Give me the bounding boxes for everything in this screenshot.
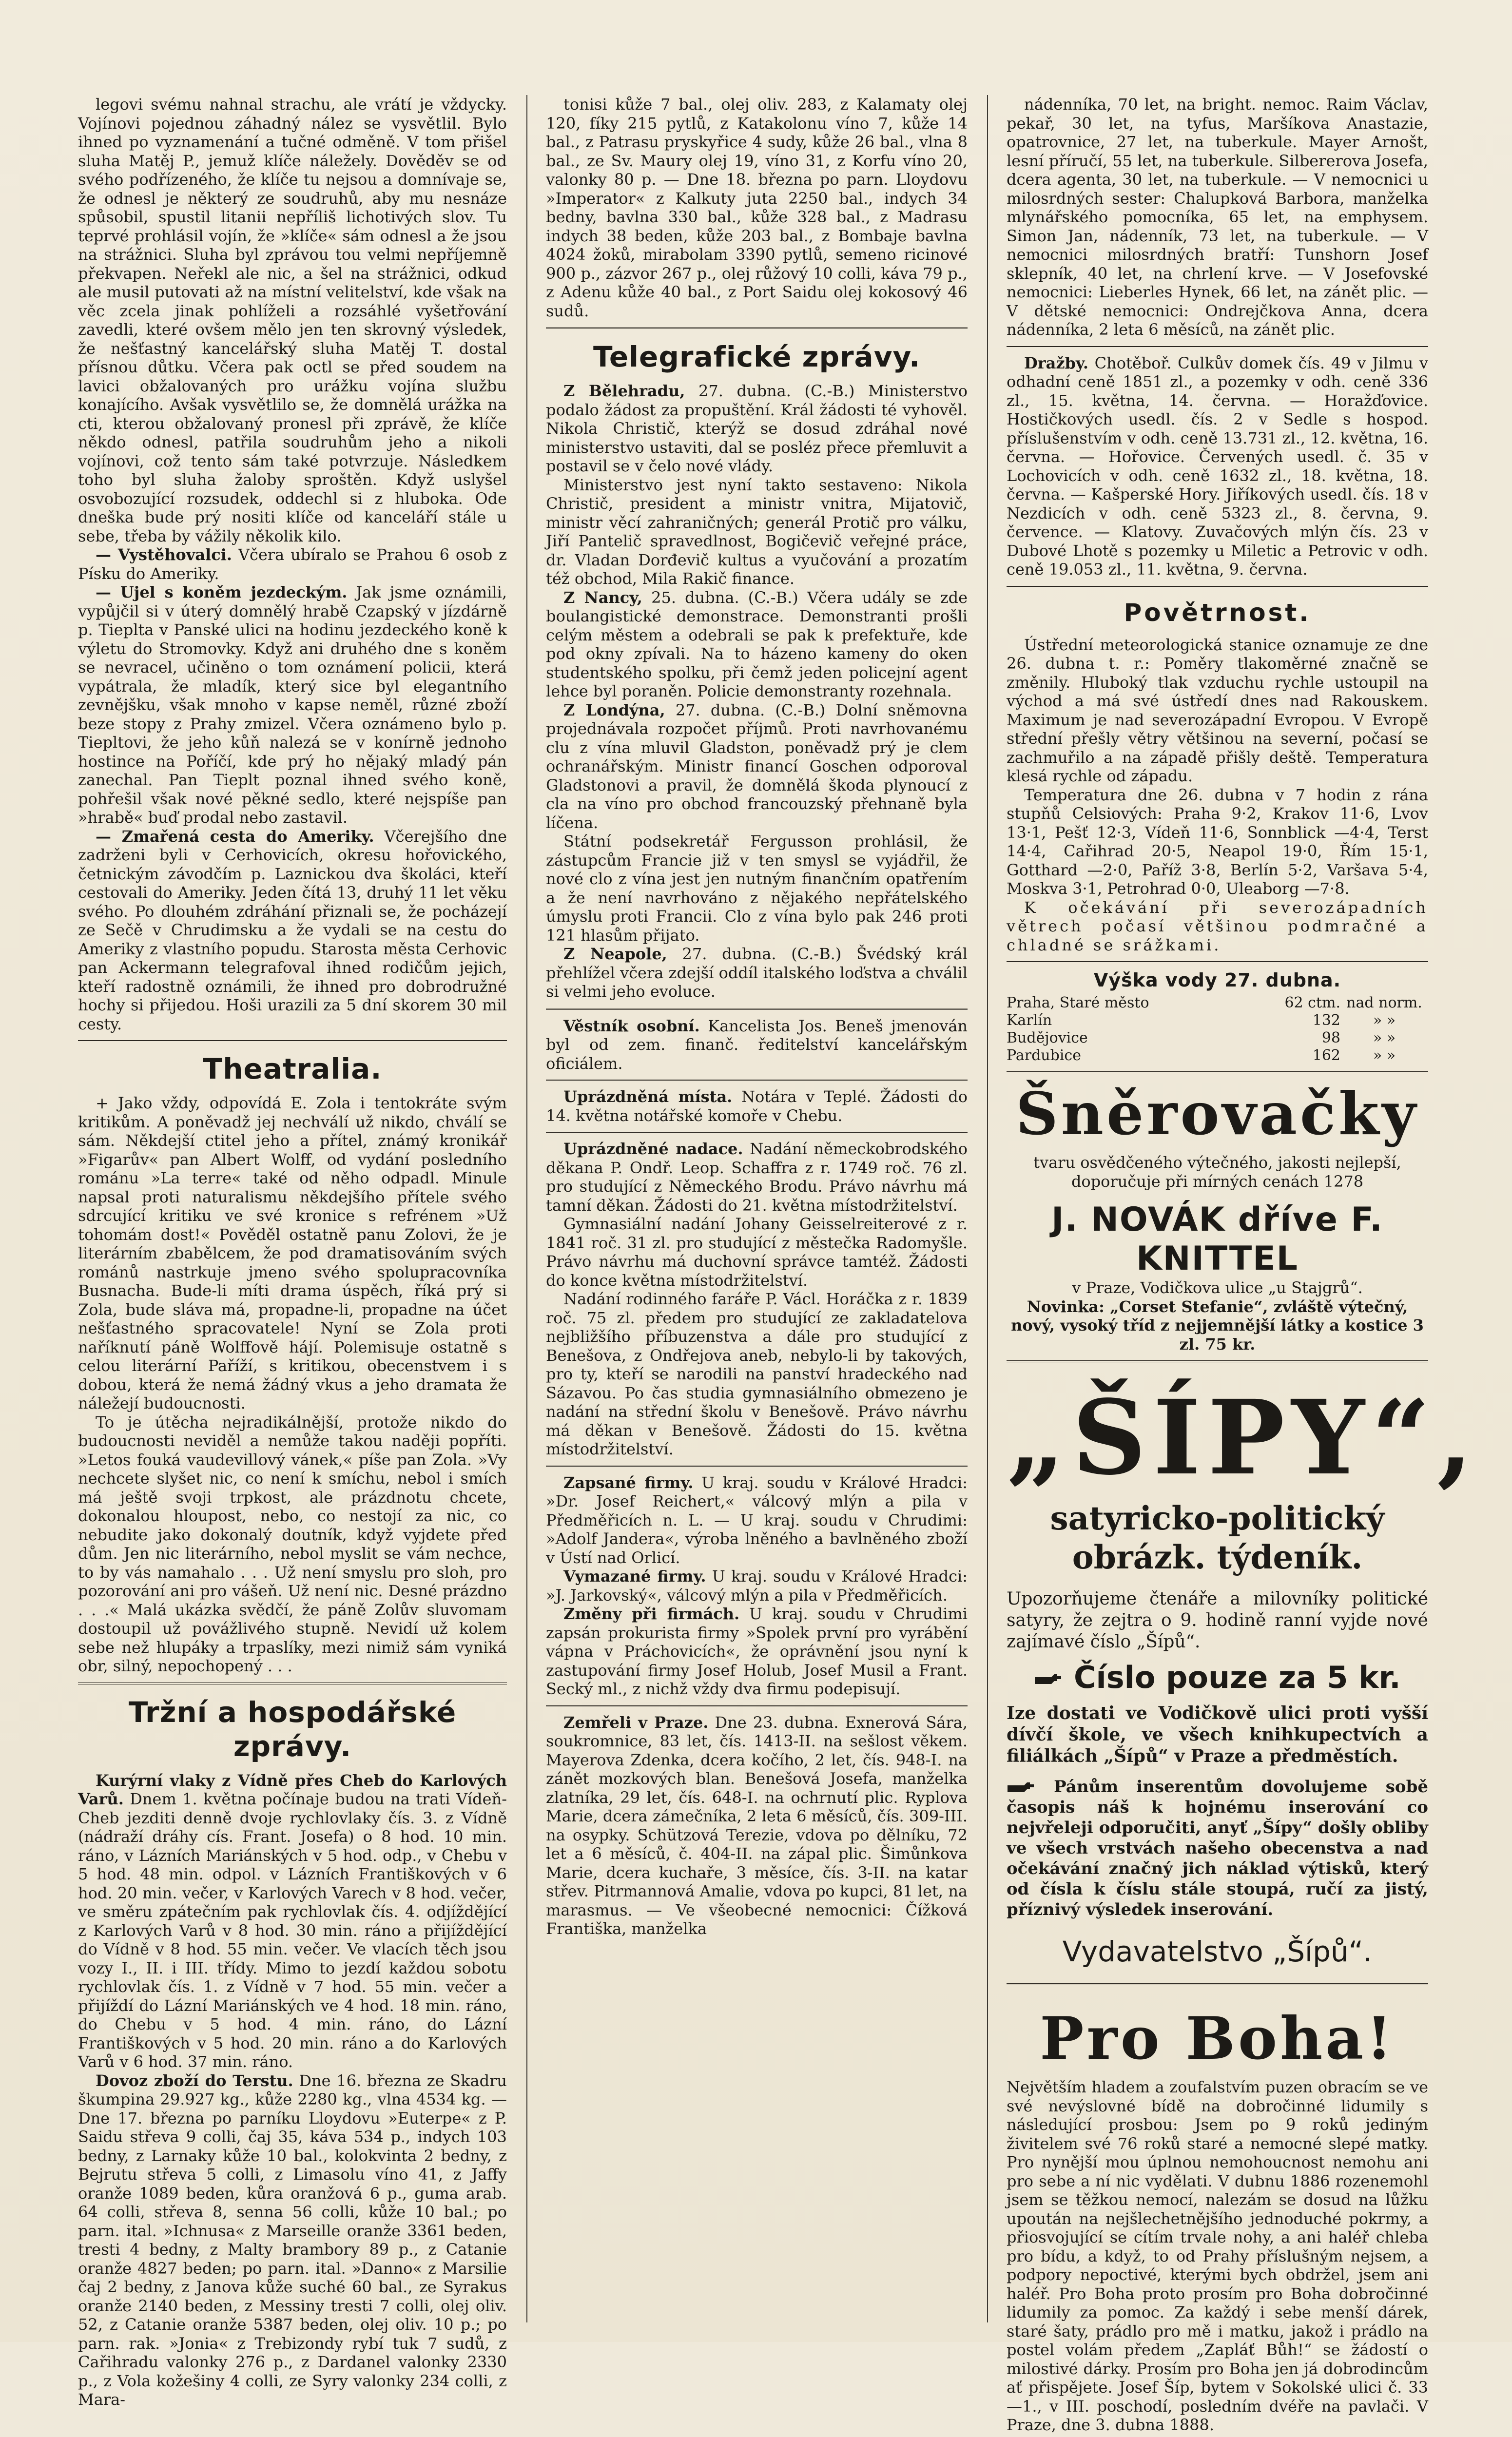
item-text: U kraj. soudu v Králové Hradci: »J. Jarkovský«, válcový mlýn a pila v Předměřicích. (546, 1567, 968, 1605)
water-level-table (1007, 994, 1428, 1064)
article-text: Ústřední meteorologická stanice oznamuje ze dne 26. dubna t. r.: Poměry tlakoměrné značně se změnily. Hluboký tlak vzduchu rychle ustoupil na východ a má své ústředí dnes nad Rakouskem. Maximum je nad severozápadní Evropou. V Evropě střední přešly větry většinou na severní, počasí se zachmuřilo a na západě přišly deště. Temperatura klesá rychle od západu. (1007, 635, 1428, 785)
item-place: Z Londýna, (563, 700, 665, 719)
item-title: Zapsané firmy. (563, 1473, 694, 1492)
value-cell: 98 (1321, 1029, 1340, 1046)
ad-subtitle: satyricko-politický obrázk. týdeník. (1050, 1499, 1385, 1576)
news-item (546, 1087, 968, 1125)
divider (78, 1040, 507, 1041)
pointing-hand-icon (1007, 1780, 1036, 1795)
value-cell: 162 (1312, 1047, 1340, 1064)
place-cell: Praha, Staré město (1007, 994, 1149, 1011)
column-2 (546, 95, 968, 2322)
item-text: Kancelista Jos. Beneš jmenován byl od zem. finanč. ředitelství kancelářským oficiálem. (546, 1016, 968, 1073)
item-title: — Zmařená cesta do Ameriky. (96, 827, 374, 846)
ad-inserent-text: Pánům inserentům dovolujeme sobě časopis náš k hojnému inserování co nejvřeleji odporučiti, anyť „Šípy“ došly obliby ve všech vrstvách našeho obecenstva a nad očekávání značný jich náklad výtisků, který od čísla k číslu stále stoupá, ručí za jistý, příznivý výsledek inserování. (1007, 1777, 1428, 1919)
ad-text: Největším hladem a zoufalstvím puzen obracím se ve své nevýslovné bídě na dobročinné lidumily s následující prosbou: Jsem po 9 roků jediným živitelem své 76 roků staré a nemocné slepé matky. Pro nynější mou úplnou nemohoucnost nemohu ani pro sebe a ní nic vydělati. V dubnu 1886 rozenemohl jsem se těžkou nemocí, nalezám se dosud na lůžku upoután na nejšlechetnějšího jednoduché pokrmy, a přiosvojující se cítím trvale nohy, a ani haléř chleba pro bídu, a když, to od Prahy příslušným nejsem, a podpory nepoctivé, kterými bych obdržel, jsem ani haléř. Pro Boha proto prosím pro Boha dobročinné lidumily za pomoc. Za každý i sebe menší dárek, staré šaty, prádlo pro mě i matku, jakož i prádlo na postel volám předem „Zapláť Bůh!“ se žádostí o milostivé dárky. Prosím pro Boha jen já dobrodincům ať přispějete. Josef Šíp, bytem v Sokolské ulici č. 33—1., v III. poschodí, posledním dvéře na pavlači. V Praze, dne 3. dubna 1888. (1007, 2078, 1428, 2434)
item-text: Nadání německobrodského děkana P. Ondř. Leop. Schaffra z r. 1749 roč. 76 zl. pro studující z Německého Brodu. Právo návrhu má tamní děkan. Žádosti do 21. května místodržitelství. (546, 1140, 968, 1215)
ad-text: tvaru osvědčeného výtečného, jakosti nejlepší, doporučuje při mírných cenách 1278 (1033, 1153, 1401, 1191)
pointing-hand-icon (1034, 1672, 1063, 1687)
article-text: To je útěcha nejradikálnější, protože nikdo do budoucnosti neviděl a nemůže takou naději popříti. »Letos fouká vaudevillový vánek,« píše pan Zola. »Vy nechcete slyšet nic, co není k smíchu, nebol i smích má ještě svoji trpkost, ale prázdnotu chcete, dokonalou hloupost, nebo, co nestojí za nic, co nebudite jako dokonalý doutník, když vyjdete před dům. Jen nic literárního, nebol myslit se vám nechce, to by vás namahalo . . . Už není smyslu pro sloh, pro pozorování ani pro vášeň. Už není nic. Desné prázdno . . .« Malá ukázka svědčí, že páně Zolův sluvomam dostoupil už povážlivého stupně. Nevidí už kolem sebe než hlupáky a trpaslíky, mezi nimiž sám vyniká obr, silný, nepochopený . . . (78, 1412, 507, 1675)
ad-title: Šněrovačky (1016, 1080, 1419, 1148)
article-text: Temperatura dne 26. dubna v 7 hodin z rána stupňů Celsiových: Praha 9·2, Krakov 11·6, Lvov 13·1, Pešť 12·3, Vídeň 11·6, Sonnblick —4·4, Terst 14·4, Cařihrad 20·5, Neapol 19·0, Řím 15·1, Gotthard —2·0, Paříž 3·8, Berlín 5·2, Varšava 5·4, Moskva 3·1, Petrohrad 0·0, Uleaborg —7·8. (1007, 785, 1428, 898)
item-title: Změny při firmách. (563, 1605, 740, 1623)
table-row (1007, 994, 1428, 1012)
item-text: Včerejšího dne zadrženi byli v Cerhovicích, okresu hořovického, četnickým závodčím p. Laznickou dva školáci, kteří cestovali do Ameriky. Jeden čítá 13, druhý 11 let věku svého. Po dlouhém zdráhání přiznali se, že pocházejí ze Sečě v Chrudimsku a že vydali se na cestu do Ameriky z vlastního popudu. Starosta města Cerhovic pan Ackermann telegrafoval ihned rodičům jejich, kteří radostně oznámili, že ihned pro dobrodružné hochy si přijedou. Hoši urazili za 5 dní skorem 30 mil cesty. (78, 827, 507, 1033)
news-item (546, 588, 968, 701)
ad-price (1007, 1660, 1428, 1696)
ad-address: v Praze, Vodičkova ulice „u Stajgrů“. (1072, 1278, 1363, 1297)
news-item (546, 1017, 968, 1073)
divider (1007, 1071, 1428, 1073)
ad-title: „ŠÍPY“, (1007, 1377, 1480, 1498)
value-cell: 132 (1312, 1012, 1340, 1029)
section-heading: Telegrafické zprávy. (593, 340, 921, 373)
ad-title: Pro Boha! (1040, 2004, 1395, 2073)
item-place: Z Neapole, (563, 945, 667, 963)
column-rule (526, 95, 527, 2322)
ad-novelty: Novinka: „Corset Stefanie“, zvláště výtečný, nový, vysoký tříd z nejjemnější látky a kostice 3 zl. 75 kr. (1011, 1297, 1424, 1354)
section-heading: Povětrnost. (1124, 598, 1311, 627)
column-1 (78, 95, 507, 2409)
item-text: U kraj. soudu v Králové Hradci: »Dr. Josef Reichert,« válcový mlýn a pila v Předměřicích n. L. — U kraj. soudu v Chrudimi: »Adolf Jandera«, výroba lněného a bavlněného zboží v Ústí nad Orlicí. (546, 1473, 968, 1567)
item-title: Dražby. (1024, 353, 1088, 372)
advertisement-plea (1007, 2005, 1428, 2437)
news-item (546, 1567, 968, 1605)
item-title: Uprázdněné nadace. (563, 1140, 743, 1158)
article-text: tonisi kůže 7 bal., olej oliv. 283, z Kalamaty olej 120, fíky 215 pytlů, z Katakolonu víno 7, kůže 14 bal., z Patrasu pryskyřice 4 sudy, kůže 26 bal., vlna 8 bal., ze Sv. Maury olej 19, víno 31, z Korfu víno 20, valonky 80 p. — Dne 18. března po parn. Lloydovu »Imperator« z Kalkuty juta 2250 bal., indych 34 bedny, bavlna 330 bal., kůže 328 bal., z Madrasu indych 38 beden, kůže 203 bal., z Bombaje bavlna 4024 žoků, mirabolam 3390 pytlů, semeno ricinové 900 p., zázvor 267 p., olej růžový 10 colli, káva 79 p., z Adenu kůže 40 bal., z Port Saidu olej kokosový 46 sudů. (546, 95, 968, 320)
item-place: Z Bělehradu, (563, 382, 685, 400)
table-row (1007, 1012, 1428, 1029)
news-item (546, 1473, 968, 1567)
divider (546, 1132, 968, 1133)
item-place: Z Nancy, (563, 588, 642, 607)
divider (1007, 346, 1428, 347)
column-rule (987, 95, 988, 2322)
news-item (78, 827, 507, 1034)
item-text: Chotěboř. Culkův domek čís. 49 v Jilmu v odhadní ceně 1851 zl., a pozemky v odh. ceně 336 zl., 15. května, 14. června. — Horažďovice. Hostičkových usedl. čís. 2 v Sedle s hospod. příslušenstvím v odh. ceně 13.731 zl., 12. května, 16. června. — Hořovice. Červených usedl. č. 35 v Lochovicích v odh. ceně 1632 zl., 18. května, 18. června. — Kašperské Hory. Jiříkových usedl. čís. 18 v Nezdicích v odh. ceně 5323 zl., 8. června, 9. července. — Klatovy. Zuvačových mlýn čís. 23 v Dubové Lhotě s pozemky u Miletic a Petrovic v odh. ceně 19.053 zl., 11. května, 9. června. (1007, 353, 1429, 579)
item-text: Dnem 1. května počínaje budou na trati Vídeň-Cheb jezditi denně dvoje rychlovlaky čís. 3. z Vídně (nádraží dráhy cís. Frant. Josefa) o 8 hod. 10 min. ráno, v Lázních Mariánských v 5 hod. odp., v Chebu v 5 hod. 48 min. odpol. v Lázních Františkových v 6 hod. 20 min. večer, v Karlových Varech v 8 hod. večer, ve směru zpátečním pak rychlovlak čís. 4. odjíždějící z Karlových Varů v 8 hod. 30 min. ráno a přijíždějící do Vídně v 8 hod. 55 min. večer. Ve vlacích těch jsou vozy I., II. i III. třídy. Mimo to jezdí každou sobotu rychlovlak čís. 1. z Vídně v 7 hod. 55 min. večer a přijíždí do Lázní Mariánských ve 4 hod. 18 min. ráno, do Chebu v 5 hod. 4 min. ráno, do Lázní Františkových v 5 hod. 20 min. ráno a do Karlových Varů v 6 hod. 37 min. ráno. (78, 1790, 507, 2071)
item-text: 27. dubna. (C.-B.) Ministerstvo podalo žádost za propuštění. Král žádosti té vyhověl. Nikola Christič, kterýž se dosud zdráhal nové ministerstvo ustaviti, dal se posléz přece přemluvit a postavil se v čelo nové vlády. (546, 382, 968, 475)
news-item (546, 945, 968, 1001)
forecast-text: K očekávání při severozápadních větrech počasí většinou podmračné a chladné se srážkami. (1007, 898, 1428, 954)
water-level-heading: Výška vody 27. dubna. (1093, 969, 1341, 991)
advertisement-corsets (1007, 1080, 1428, 1354)
divider (78, 1683, 507, 1684)
item-title: — Vystěhovalci. (96, 545, 232, 564)
article-text: legovi svému nahnal strachu, ale vrátí je vždycky. Vojínovi pojednou záhadný nález se vysvětlil. Bylo ihned po vyznamenání a tučné odměně. V tom přišel sluha Matěj P., jemuž klíče náležely. Dověděv se od svého podřízeného, že klíče tu nejsou a domnívaje se, že odnesl je některý ze soudruhů, aby mu nesnáze spůsobil, spustil litanii nepříliš lichotivých slov. Tu teprvé prohlásil vojín, že »klíče« sám odnesl a že jsou na strážnici. Sluha byl zprávou tou velmi nepříjemně překvapen. Neřekl ale nic, a šel na strážnici, odkud ale musil putovati až na místní velitelství, kde však na věc zcela jinak pohlíželi a rozsáhlé vyšetřování zavedli, které ovšem mělo jen ten skrovný výsledek, že nešťastný kancelářský sluha Matěj T. dostal přísnou důtku. Včera pak octl se před soudem na lavici obžalovaných pro urážku vojína službu konajícího. Avšak vysvětlilo se, že domnělá urážka na cti, kterou obžalovaný pronesl při zprávě, že klíče někdo odnesl, patřila soudruhům jeho a nikoli vojínovi, což tento sám také potvrzuje. Následkem toho byl sluha žaloby sproštěn. Když uslyšel osvobozující rozsudek, oddechl si z hluboka. Ode dneška bude prý nositi klíče od kanceláří stále u sebe, třeba by vážily několik kilo. (78, 95, 507, 545)
ad-text: Upozorňujeme čtenáře a milovníky politické satyry, že zejtra o 9. hodině ranní vyjde nové zajímavé číslo „Šípů“. (1007, 1589, 1428, 1652)
article-text: Nadání rodinného faráře P. Václ. Horáčka z r. 1839 roč. 75 zl. předem pro studující ze zakladatelova nejbližšího příbuzenstva a dále pro studující z Benešova, z Ondřejova aneb, nebylo-li by takových, pro ty, kteří se narodili na panství hradeckého nad Sázavou. Po čas studia gymnasiálního obmezeno je nadání na střední školu v Benešově. Právo návrhu má děkan v Benešově. Žádosti do 15. května místodržitelství. (546, 1290, 968, 1458)
news-item (78, 545, 507, 583)
divider (1007, 1983, 1428, 1985)
note-cell: nad norm. (1346, 994, 1422, 1011)
section-heading: Theatralia. (203, 1052, 382, 1085)
divider (546, 1080, 968, 1081)
item-title: — Ujel s koněm jezdeckým. (96, 583, 348, 601)
table-row (1007, 1029, 1428, 1047)
item-text: Jak jsme oznámili, vypůjčil si v úterý domnělý hrabě Czapský v jízdárně p. Tieplta v Panské ulici na hodinu jezdeckého koně k výletu do Stromovky. Když ani druhého dne s koněm se nevracel, učiněno o tom oznámení policii, která vypátrala, že mladík, který sice byl elegantního zevnějšku, však mnoho v kapse neměl, různé zboží beze stopy z Prahy zmizel. Včera oznámeno bylo p. Tiepltovi, že jeho kůň nalezá se v konírně jednoho hostince na Poříčí, kde prý ho nějaký mladý pán zanechal. Pan Tieplt poznal ihned svého koně, pohřešil však nové pěkné sedlo, které nejspíše pan »hrabě« buď prodal nebo zastavil. (78, 583, 507, 827)
divider (1007, 586, 1428, 587)
news-item (546, 701, 968, 832)
news-item (78, 2071, 507, 2409)
divider (1007, 1360, 1428, 1362)
item-title: Dovoz zboží do Terstu. (96, 2071, 293, 2090)
item-text: 27. dubna. (C.-B.) Dolní sněmovna projednávala rozpočet příjmů. Proti navrhovanému clu z vína mluvil Gladston, poněvadž prý je clem ochranářským. Ministr financí Goschen odporoval Gladstonovi a pravil, že domnělá škoda plynoucí z cla na víno pro obchod francouzský přehnaně byla líčena. (546, 700, 968, 832)
item-text: 25. dubna. (C.-B.) Včera udály se zde boulangistické demonstrace. Demonstranti prošli celým městem a odebrali se pak k prefektuře, kde pod okny zpívali. Na to házeno kameny do oken studentského spolku, při čemž jeden policejní agent lehce byl poraněn. Policie demonstranty rozehnala. (546, 588, 968, 700)
news-item (546, 1713, 968, 1938)
place-cell: Pardubice (1007, 1047, 1081, 1064)
item-title: Vymazané firmy. (563, 1567, 706, 1586)
table-row (1007, 1047, 1428, 1064)
news-item (546, 1605, 968, 1699)
article-text: Ministerstvo jest nyní takto sestaveno: Nikola Christič, president a ministr vnitra, Mijatovič, ministr věcí zahraničných; generál Protič pro válku, Jiří Pantelič spravedlnost, Bogičevič veřejné práce, dr. Vladan Dorđevič kultus a vyučování a prozatím též obchod, Mila Rakič finance. (546, 475, 968, 588)
ad-price-text: Číslo pouze za 5 kr. (1073, 1660, 1401, 1695)
item-title: Věstník osobní. (563, 1016, 700, 1035)
advertisement-sipy (1007, 1377, 1480, 1969)
ad-text: Ize dostati ve Vodičkově ulici proti vyšší dívčí škole, ve všech knihkupectvích a filiálkách „Šípů“ v Praze a předměstích. (1007, 1703, 1428, 1766)
divider (1007, 961, 1428, 962)
note-cell: » » (1373, 1047, 1396, 1064)
item-title: Zemřeli v Praze. (563, 1713, 709, 1732)
article-text: + Jako vždy, odpovídá E. Zola i tentokráte svým kritikům. A poněvadž jej nechválí už nikdo, chválí se sám. Někdejší ctitel jeho a přítel, známý kronikář »Figarův« pan Albert Wolff, od vydání posledního románu »La terre« také od něho odpadl. Minule napsal proti naturalismu někdejšího přítele svého sdrcující kritiku ve své kronice s refrénem »Už tohomám dost!« Pověděl ostatně panu Zolovi, že je literárním zbabělcem, že pod dramatisováním svých románů nastrkuje jmeno svého spolupracovníka Busnacha. Bude-li míti drama úspěch, říká prý si Zola, bude sláva má, propadne-li, propadne na účet nešťastného spracovatele! Nyní se Zola proti naříknutí páně Wolffově hájí. Polemisuje ostatně s celou literární Paříží, s kritikou, obecenstvem i s dobou, která že nemá žádný vkus a jeho dramata že náležejí budoucnosti. (78, 1094, 507, 1412)
note-cell: » » (1373, 1029, 1396, 1046)
item-title: Kurýrní vlaky z Vídně přes Cheb do Karlových Varů. (78, 1771, 507, 1808)
item-text: Včera ubíralo se Prahou 6 osob z Písku do Ameriky. (78, 545, 507, 583)
value-cell: 62 ctm. (1284, 994, 1340, 1011)
news-item (78, 583, 507, 827)
news-item (546, 1140, 968, 1215)
section-heading: Tržní a hospodářské zprávy. (128, 1695, 457, 1763)
article-text: Gymnasiální nadání Johany Geisselreiterové z r. 1841 roč. 31 zl. pro studující z městečka Radomyšle. Právo návrhu má duchovní správce tamtéž. Žádosti do konce května místodržitelství. (546, 1215, 968, 1290)
news-item (546, 382, 968, 476)
ad-firm-name: J. NOVÁK dříve F. KNITTEL (1051, 1200, 1383, 1278)
item-text: 27. dubna. (C.-B.) Švédský král přehlížel včera zdejší oddíl italského loďstva a chválil si velmi jeho evoluce. (546, 945, 968, 1001)
divider (546, 327, 968, 329)
ad-text (1007, 1777, 1428, 1920)
article-text: Státní podsekretář Fergusson prohlásil, že zástupcům Francie již v ten smysl se vyjádřil, že nové clo z vína jest jen nutným finančním opatřením a že není navrhováno z nějakého nepřátelského úmyslu proti Francii. Clo z vína bylo pak 246 proti 121 hlasům přijato. (546, 832, 968, 945)
item-title: Uprázdněná místa. (563, 1087, 733, 1106)
item-text: Notára v Teplé. Žádosti do 14. května notářské komoře v Chebu. (546, 1087, 968, 1125)
item-text: U kraj. soudu v Chrudimi zapsán prokurista firmy »Spolek první pro vyrábění vápna v Práchovicích«, že oprávnění jsou nyní k zastupování firmy Josef Holub, Josef Musil a Frant. Secký ml., z nichž vždy dva firmu podepisují. (546, 1605, 968, 1698)
item-text: Dne 23. dubna. Exnerová Sára, soukromnice, 83 let, čís. 1413-II. na sešlost věkem. Mayerova Zdenka, dcera kočího, 2 let, čís. 948-I. na zánět mozkových blan. Benešová Josefa, manželka zlatníka, 29 let, čís. 648-I. na ochrnutí plic. Ryplova Marie, dcera zámečníka, 2 leta 6 měsíců, čís. 309-III. na osypky. Schützová Terezie, vdova po dělníku, 72 let a 6 měsíců, č. 404-II. na zápal plic. Šimůnkova Marie, dcera kuchaře, 3 měsíce, čís. 3-II. na katar střev. Pitrmannová Amalie, vdova po kupci, 81 let, na marasmus. — Ve všeobecné nemocnici: Čížková Františka, manželka (546, 1713, 968, 1938)
item-text: Dne 16. března ze Skadru škumpina 29.927 kg., kůže 2280 kg., vlna 4534 kg. — Dne 17. března po parníku Lloydovu »Euterpe« z P. Saidu střeva 9 colli, čaj 35, káva 534 p., indych 103 bedny, z Larnaky kůže 10 bal., kolokvinta 2 bedny, z Bejrutu střeva 5 colli, z Limasolu víno 41, z Jaffy oranže 1089 beden, kůra oranžová 6 p., guma arab. 64 colli, střeva 8, senna 56 colli, kůže 10 bal.; po parn. ital. »Ichnusa« z Marseille oranže 3361 beden, tresti 4 bedny, z Malty brambory 89 p., z Catanie oranže 4827 beden; po parn. ital. »Danno« z Marsilie čaj 2 bedny, z Janova kůže suché 60 bal., ze Syrakus oranže 2140 beden, z Messiny tresti 7 colli, olej oliv. 52, z Catanie oranže 5387 beden, olej oliv. 10 p.; po parn. rak. »Jonia« z Trebizondy rybí tuk 7 sudů, z Cařihradu valonky 276 p., z Dardanel valonky 2330 p., z Vola kožešiny 4 colli, ze Syry valonky 234 colli, z Mara- (78, 2071, 507, 2409)
ad-publisher: Vydavatelstvo „Šípů“. (1062, 1935, 1373, 1968)
news-item (1007, 354, 1428, 579)
column-3 (1007, 95, 1480, 2434)
place-cell: Karlín (1007, 1012, 1052, 1029)
divider (546, 1008, 968, 1010)
divider (546, 1705, 968, 1706)
article-text: nádenníka, 70 let, na bright. nemoc. Raim Václav, pekař, 30 let, na tyfus, Maršíkova Anastazie, opatrovnice, 27 let, na tuberkule. Mayer Arnošt, lesní příručí, 55 let, na tuberkule. Silbererova Josefa, dcera agenta, 30 let, na tuberkule. — V nemocnici u milosrdných sester: Chalupková Barbora, manželka mlynářského pomocníka, 65 let, na emphysem. Simon Jan, nádenník, 73 let, na tuberkule. — V nemocnici milosrdných bratří: Tunshorn Josef sklepník, 40 let, na chrlení krve. — V Josefovské nemocnici: Lieberles Hynek, 66 let, na zánět plic. — V dětské nemocnici: Ondrejčkova Anna, dcera nádenníka, 2 leta 6 měsíců, na zánět plic. (1007, 95, 1428, 339)
divider (546, 1466, 968, 1467)
place-cell: Budějovice (1007, 1029, 1088, 1046)
note-cell: » » (1373, 1012, 1396, 1029)
news-item (78, 1771, 507, 2071)
